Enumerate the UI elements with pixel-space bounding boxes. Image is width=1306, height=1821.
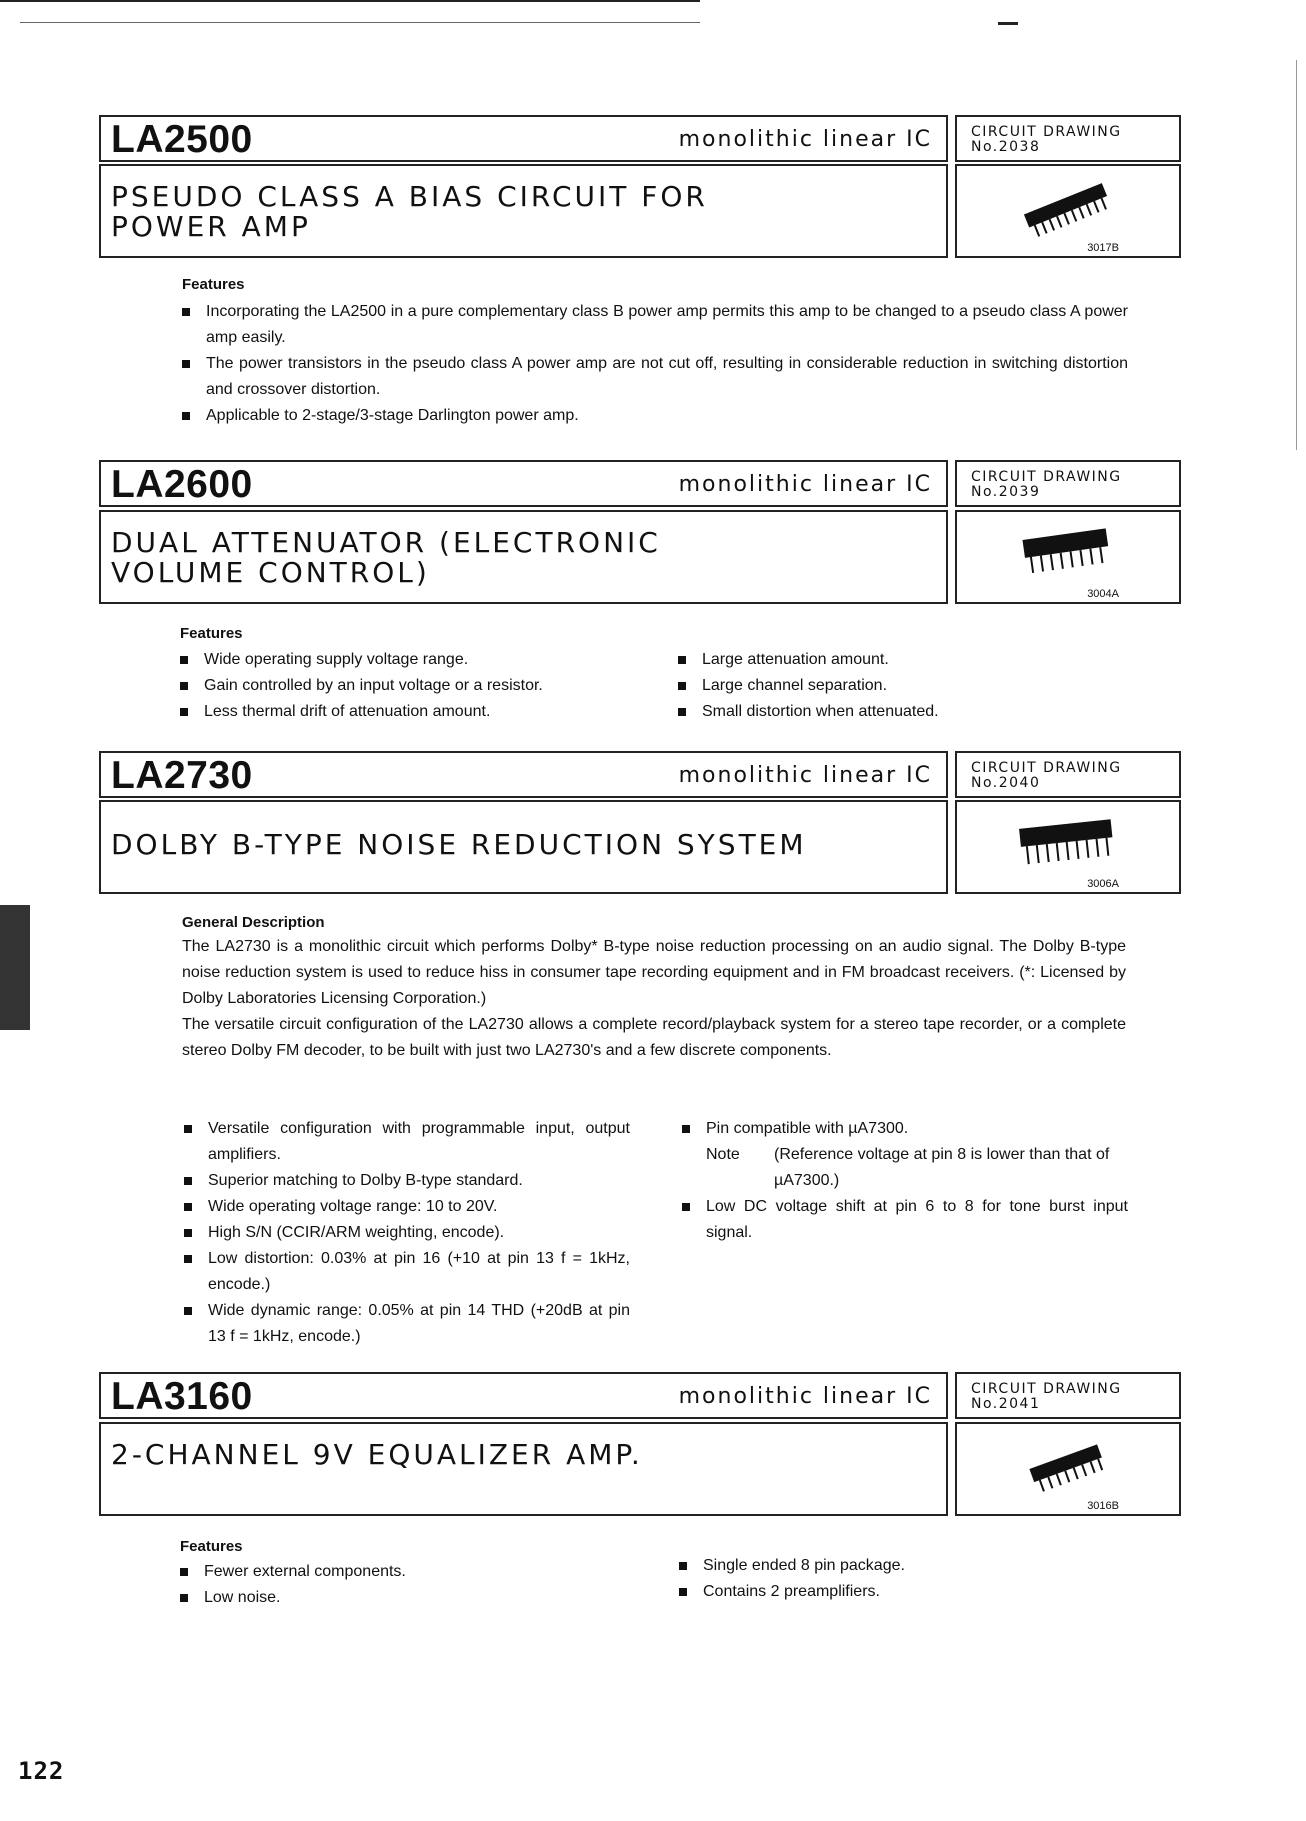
ic-header-la3160 [99,1372,948,1419]
features-heading: Features [180,1538,243,1555]
list-item: Less thermal drift of attenuation amount. [178,699,658,725]
list-item: High S/N (CCIR/ARM weighting, encode). [182,1220,630,1246]
ic-header-la2500 [99,115,948,162]
scan-top-line [0,0,700,2]
dip-package-icon [1007,810,1127,880]
package-box [955,510,1181,604]
description-heading: General Description [182,914,325,931]
drawing-number: No.2040 [971,775,1041,791]
list-item: Superior matching to Dolby B-type standard. [182,1168,630,1194]
drawing-label: CIRCUIT DRAWING [971,1381,1122,1397]
features-list-right [680,1116,1128,1246]
package-box [955,1422,1181,1516]
list-item: Versatile configuration with programmable input, output amplifiers. [182,1116,630,1168]
package-code: 3006A [1087,878,1119,890]
ic-title: PSEUDO CLASS A BIAS CIRCUIT FOR POWER AMP [111,180,708,243]
drawing-number: No.2038 [971,139,1041,155]
list-item: The power transistors in the pseudo class A power amp are not cut off, resulting in considerable reduction in switching distortion and crossover distortion. [180,351,1128,403]
page-number: 122 [18,1757,65,1785]
title-box-la2500 [99,164,948,258]
list-item: Low DC voltage shift at pin 6 to 8 for tone burst input signal. [680,1194,1128,1246]
list-item: Wide operating voltage range: 10 to 20V. [182,1194,630,1220]
drawing-label: CIRCUIT DRAWING [971,469,1122,485]
features-list-right [677,1553,1117,1605]
ic-title: DUAL ATTENUATOR (ELECTRONIC VOLUME CONTROL) [111,526,661,589]
drawing-label: CIRCUIT DRAWING [971,124,1122,140]
drawing-number: No.2041 [971,1396,1041,1412]
ic-header-la2730 [99,751,948,798]
features-list-left [178,647,658,725]
circuit-drawing-ref [955,115,1181,162]
list-item-text: Pin compatible with µA7300. [706,1120,909,1137]
package-code: 3016B [1087,1500,1119,1512]
features-list-right [676,647,1096,725]
features-heading: Features [182,276,245,293]
note-text: (Reference voltage at pin 8 is lower than that of µA7300.) [774,1146,1110,1189]
features-list-left [182,1116,630,1350]
part-number: LA2730 [111,754,253,797]
circuit-drawing-ref [955,751,1181,798]
ic-type: monolithic linear IC [678,472,932,497]
package-code: 3017B [1087,242,1119,254]
title-box-la2730 [99,800,948,894]
package-box [955,800,1181,894]
list-item: Gain controlled by an input voltage or a resistor. [178,673,658,699]
list-item [680,1116,1128,1194]
list-item: Fewer external components. [178,1559,618,1585]
scan-right-edge [1296,60,1297,450]
features-list [180,299,1128,429]
list-item: Wide operating supply voltage range. [178,647,658,673]
title-box-la2600 [99,510,948,604]
ic-type: monolithic linear IC [678,763,932,788]
list-item: Applicable to 2-stage/3-stage Darlington power amp. [180,403,1128,429]
scan-mark [998,22,1018,25]
drawing-number: No.2039 [971,484,1041,500]
list-item: Low noise. [178,1585,618,1611]
dip-package-icon [1007,520,1127,590]
scan-top-line-2 [20,22,700,23]
list-item: Small distortion when attenuated. [676,699,1096,725]
ic-header-la2600 [99,460,948,507]
features-heading: Features [180,625,243,642]
part-number: LA2600 [111,463,253,506]
package-code: 3004A [1087,588,1119,600]
ic-type: monolithic linear IC [678,1384,932,1409]
ic-title: 2-CHANNEL 9V EQUALIZER AMP. [111,1438,643,1471]
general-description-1: The LA2730 is a monolithic circuit which performs Dolby* B-type noise reduction processing on an audio signal. The Dolby B-type noise reduction system is used to reduce hiss in consumer tape recording equipment and in FM broadcast receivers. (*: Licensed by Dolby Laboratories Licensing Corporation.) [182,938,1126,1007]
list-item: Low distortion: 0.03% at pin 16 (+10 at pin 13 f = 1kHz, encode.) [182,1246,630,1298]
list-item: Large attenuation amount. [676,647,1096,673]
list-item: Wide dynamic range: 0.05% at pin 14 THD (+20dB at pin 13 f = 1kHz, encode.) [182,1298,630,1350]
note-label: Note [706,1146,740,1163]
list-item: Incorporating the LA2500 in a pure complementary class B power amp permits this amp to be changed to a pseudo class A power amp easily. [180,299,1128,351]
features-list-left [178,1559,618,1611]
sip-package-icon [1007,1432,1127,1502]
general-description-2: The versatile circuit configuration of the LA2730 allows a complete record/playback system for a stereo tape recorder, or a complete stereo Dolby FM decoder, to be built with just two LA2730's and a few discrete components. [182,1016,1126,1059]
list-item: Contains 2 preamplifiers. [677,1579,1117,1605]
drawing-label: CIRCUIT DRAWING [971,760,1122,776]
part-number: LA2500 [111,118,253,161]
part-number: LA3160 [111,1375,253,1418]
sip-package-icon [1007,174,1127,244]
package-box [955,164,1181,258]
note [706,1142,1128,1194]
scan-left-edge-mark [0,905,30,1030]
circuit-drawing-ref [955,460,1181,507]
list-item: Large channel separation. [676,673,1096,699]
ic-type: monolithic linear IC [678,127,932,152]
title-box-la3160 [99,1422,948,1516]
circuit-drawing-ref [955,1372,1181,1419]
list-item: Single ended 8 pin package. [677,1553,1117,1579]
ic-title: DOLBY B-TYPE NOISE REDUCTION SYSTEM [111,828,807,861]
